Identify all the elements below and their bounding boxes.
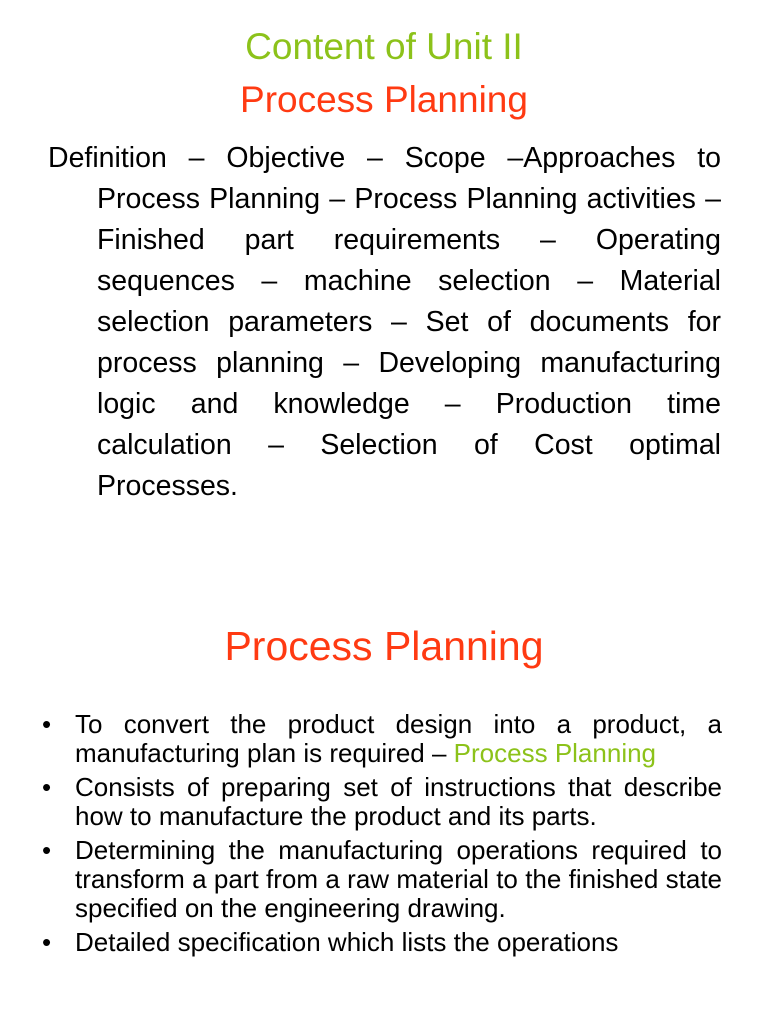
- bullet-icon: •: [42, 772, 52, 802]
- list-item: [40, 836, 722, 923]
- bullet-text: Determining the manufacturing operations required to transform a part from a raw material to the finished state specified on the engineering drawing.: [75, 835, 722, 923]
- bullet-text: To convert the product design into a product, a manufacturing plan is required –: [75, 709, 722, 768]
- bullet-icon: •: [42, 709, 52, 739]
- bullet-list: [40, 710, 722, 962]
- list-item: [40, 928, 722, 957]
- unit-content-paragraph: Definition – Objective – Scope –Approaches to Process Planning – Process Planning activities – Finished part requirements – Operating sequences – machine selection – Material selection parameters – Set of documents for process planning – Developing manufacturing logic and knowledge – Production time calculation – Selection of Cost optimal Processes.: [48, 142, 721, 502]
- bullet-text: Detailed specification which lists the operations: [75, 927, 619, 957]
- list-item: [40, 773, 722, 831]
- slide-title-unit: Content of Unit II: [245, 26, 523, 67]
- slide-process-planning: [0, 590, 768, 1024]
- bullet-icon: •: [42, 927, 52, 957]
- bullet-highlight: Process Planning: [453, 738, 657, 768]
- slide-subtitle-process-planning: Process Planning: [240, 79, 528, 120]
- bullet-text: Consists of preparing set of instructions that describe how to manufacture the product and its parts.: [75, 772, 722, 831]
- slide-title-process-planning: Process Planning: [224, 623, 544, 669]
- list-item: [40, 710, 722, 768]
- bullet-icon: •: [42, 835, 52, 865]
